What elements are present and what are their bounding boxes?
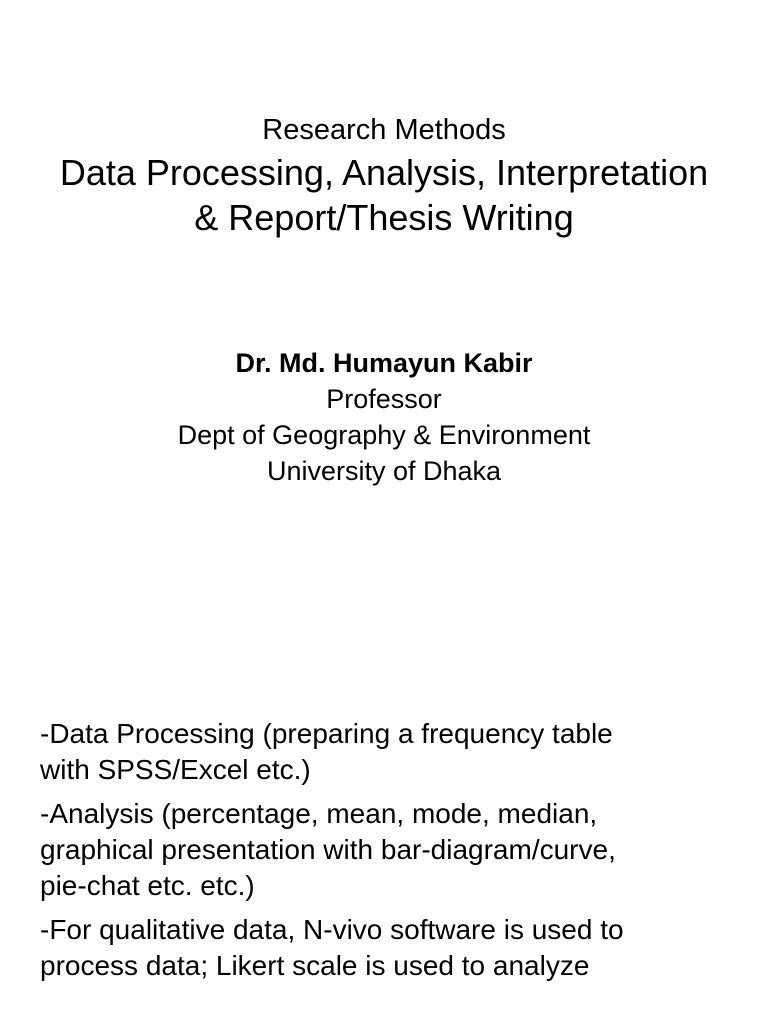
bullet-list — [40, 716, 740, 992]
author-block — [0, 345, 768, 489]
bullet-analysis — [40, 796, 740, 904]
bullet-line: pie-chat etc. etc.) — [40, 870, 255, 901]
bullet-line: with SPSS/Excel etc.) — [40, 754, 311, 785]
title-block — [0, 110, 768, 240]
bullet-data-processing — [40, 716, 740, 788]
bullet-line: -For qualitative data, N-vivo software is used to — [40, 914, 624, 945]
author-department: Dept of Geography & Environment — [177, 420, 591, 450]
bullet-line: -Data Processing (preparing a frequency table — [40, 718, 613, 749]
author-name: Dr. Md. Humayun Kabir — [235, 348, 533, 378]
author-position: Professor — [326, 384, 442, 414]
bullet-line: process data; Likert scale is used to analyze — [40, 950, 590, 981]
author-university: University of Dhaka — [266, 456, 502, 486]
course-name: Research Methods — [262, 114, 506, 146]
bullet-line: -Analysis (percentage, mean, mode, median, — [40, 798, 598, 829]
slide-title-line-1: Data Processing, Analysis, Interpretation — [59, 152, 709, 193]
bullet-qualitative-data — [40, 912, 740, 984]
slide-title-line-2: & Report/Thesis Writing — [194, 197, 574, 238]
bullet-line: graphical presentation with bar-diagram/curve, — [40, 834, 616, 865]
